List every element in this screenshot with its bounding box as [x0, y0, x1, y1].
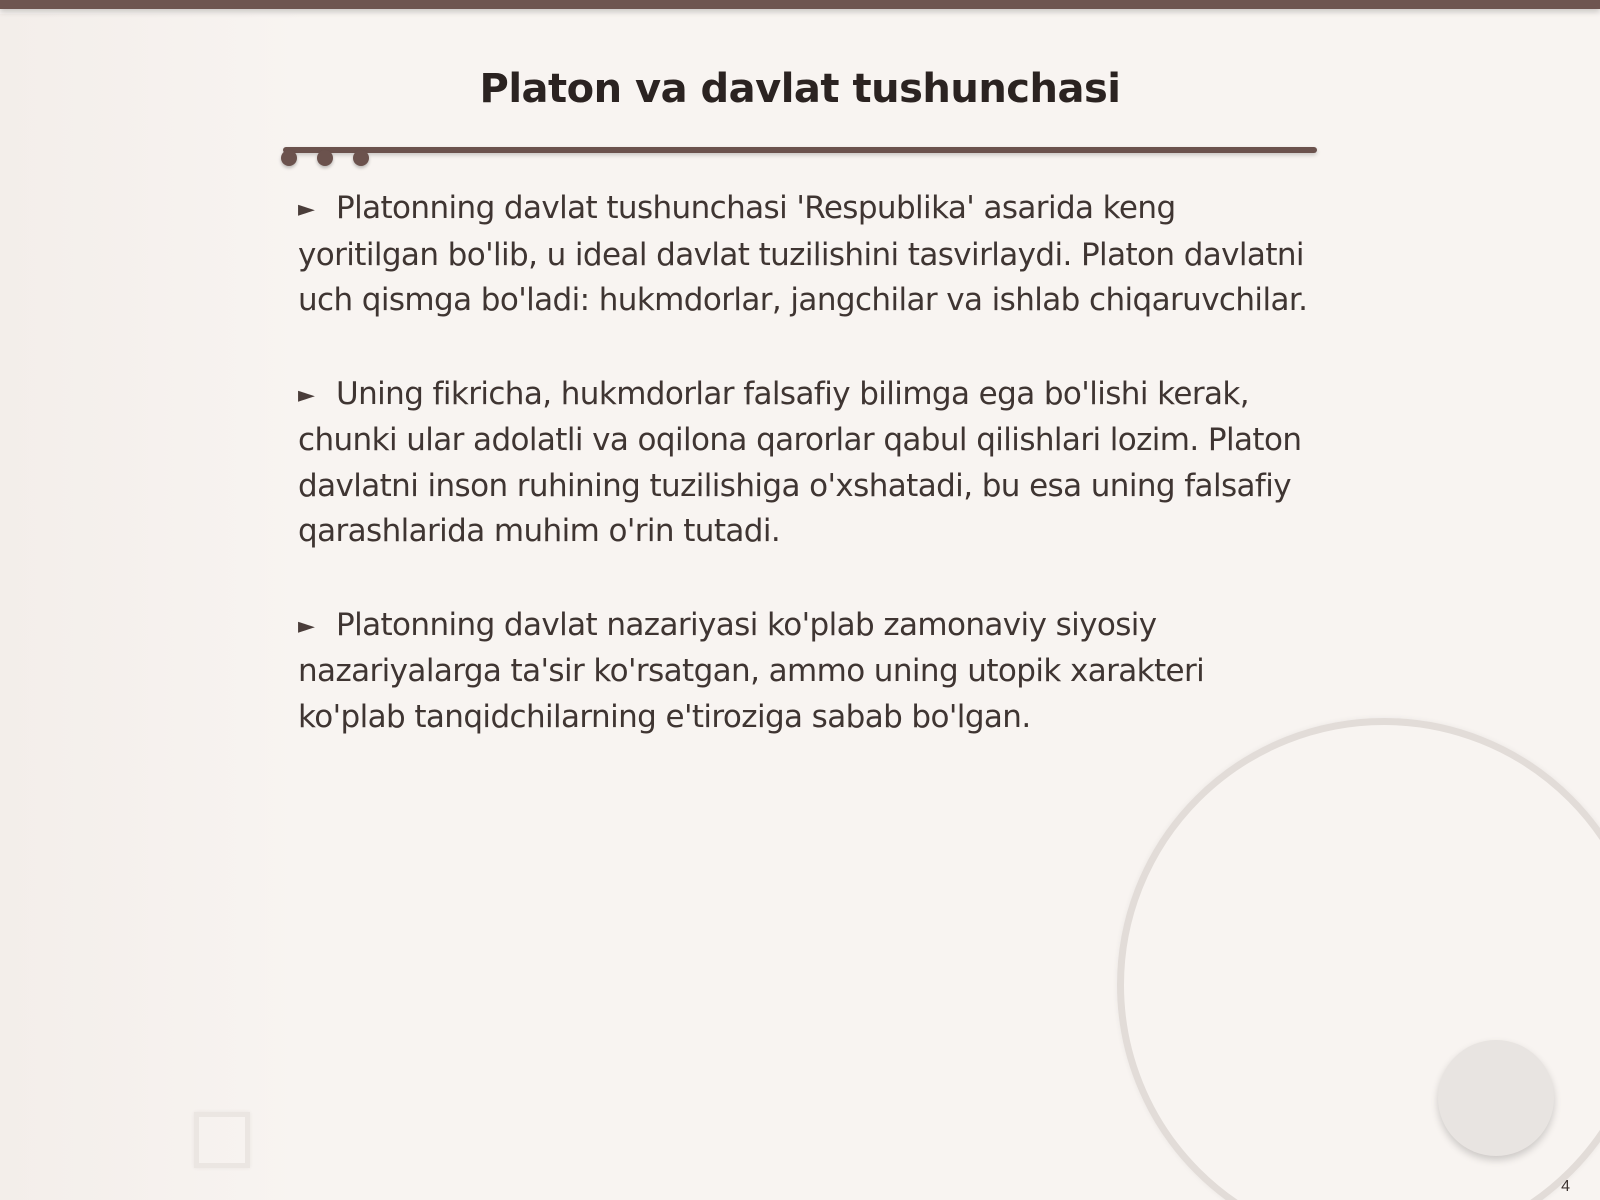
top-accent-bar	[0, 0, 1600, 9]
bullet-text-1: Platonning davlat tushunchasi 'Respublika' asarida keng yoritilgan bo'lib, u ideal davlat tuzilishini tasvirlaydi. Platon davlatni uch qismga bo'ladi: hukmdorlar, jangchilar va ishlab chiqaruvchilar.	[298, 190, 1308, 318]
decorative-square	[194, 1112, 250, 1168]
side-shade	[0, 14, 300, 1200]
play-arrow-icon: ►	[298, 613, 315, 639]
underline-dot-3	[353, 150, 369, 166]
page-number: 4	[1561, 1178, 1570, 1195]
bullet-text-2: Uning fikricha, hukmdorlar falsafiy bilimga ega bo'lishi kerak, chunki ular adolatli va oqilona qarorlar qabul qilishlari lozim. Platon davlatni inson ruhining tuzilishiga o'xshatadi, bu esa uning falsafiy qarashlarida muhim o'rin tutadi.	[298, 375, 1302, 549]
play-arrow-icon: ►	[298, 382, 315, 408]
play-arrow-icon: ►	[298, 197, 315, 222]
bullet-item-1	[298, 186, 1308, 324]
bullet-list	[298, 186, 1308, 788]
underline-dot-1	[281, 150, 297, 166]
bullet-text-3: Platonning davlat nazariyasi ko'plab zamonaviy siyosiy nazariyalarga ta'sir ko'rsatgan, ammo uning utopik xarakteri ko'plab tanqidchilarning e'tiroziga sabab bo'lgan.	[298, 606, 1205, 735]
underline-dot-2	[317, 150, 333, 166]
bullet-item-2	[298, 372, 1308, 555]
slide-title: Platon va davlat tushunchasi	[479, 66, 1121, 112]
decorative-circle	[1438, 1040, 1554, 1156]
title-underline	[283, 147, 1317, 153]
bullet-item-3	[298, 603, 1308, 741]
